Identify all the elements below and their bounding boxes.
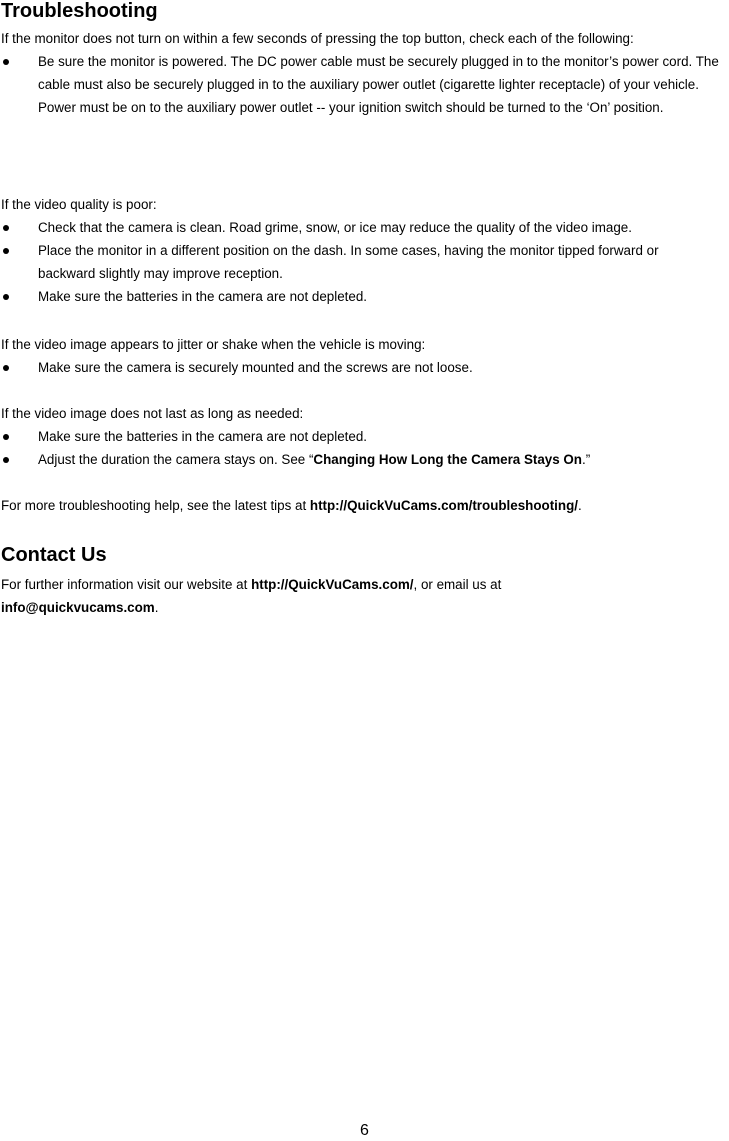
contact-heading: Contact Us [1, 544, 107, 566]
list-item: Be sure the monitor is powered. The DC power cable must be securely plugged in to the monitor’s power cord. The cable must also be securely plugged in to the auxiliary power outlet (cigarette lighter receptacle) of your vehicle. Power must be on to the auxiliary power outlet -- your ignition switch should be turned to the ‘On’ position. [1, 50, 728, 119]
bullet-icon [3, 457, 9, 463]
troubleshooting-heading: Troubleshooting [1, 0, 158, 22]
duration-section-reference: Changing How Long the Camera Stays On [313, 452, 582, 467]
list-item: Adjust the duration the camera stays on. See “Changing How Long the Camera Stays On.” [1, 448, 728, 471]
page-number: 6 [360, 1122, 369, 1139]
bullet-icon [3, 365, 9, 371]
list-item: Place the monitor in a different position on the dash. In some cases, having the monitor tipped forward or backward slightly may improve reception. [1, 239, 688, 285]
list-item: Make sure the camera is securely mounted and the screws are not loose. [1, 356, 728, 379]
monitor-section [1, 27, 728, 119]
list-item: Check that the camera is clean. Road grime, snow, or ice may reduce the quality of the video image. [1, 216, 728, 239]
list-item: Make sure the batteries in the camera are not depleted. [1, 425, 728, 448]
bullet-icon [3, 225, 9, 231]
bullet-icon [3, 294, 9, 300]
website-link[interactable]: http://QuickVuCams.com/ [251, 577, 414, 592]
monitor-intro: If the monitor does not turn on within a few seconds of pressing the top button, check each of the following: [1, 31, 634, 46]
email-link[interactable]: info@quickvucams.com [1, 600, 155, 615]
jitter-intro: If the video image appears to jitter or shake when the vehicle is moving: [1, 337, 426, 352]
bullet-icon [3, 248, 9, 254]
monitor-list [1, 50, 728, 119]
duration-section [1, 402, 728, 471]
bullet-icon [3, 434, 9, 440]
duration-intro: If the video image does not last as long as needed: [1, 406, 304, 421]
list-item: Make sure the batteries in the camera are not depleted. [1, 285, 728, 308]
jitter-list [1, 356, 728, 379]
quality-intro: If the video quality is poor: [1, 197, 157, 212]
bullet-icon [3, 59, 9, 65]
jitter-section [1, 333, 728, 379]
duration-list [1, 425, 728, 471]
contact-text: For further information visit our website at http://QuickVuCams.com/, or email us at info@quickvucams.com. [1, 577, 502, 615]
troubleshooting-link[interactable]: http://QuickVuCams.com/troubleshooting/ [309, 498, 578, 513]
more-help-text: For more troubleshooting help, see the latest tips at http://QuickVuCams.com/troubleshooting/. [1, 498, 582, 513]
quality-list [1, 216, 728, 308]
quality-section [1, 193, 728, 308]
